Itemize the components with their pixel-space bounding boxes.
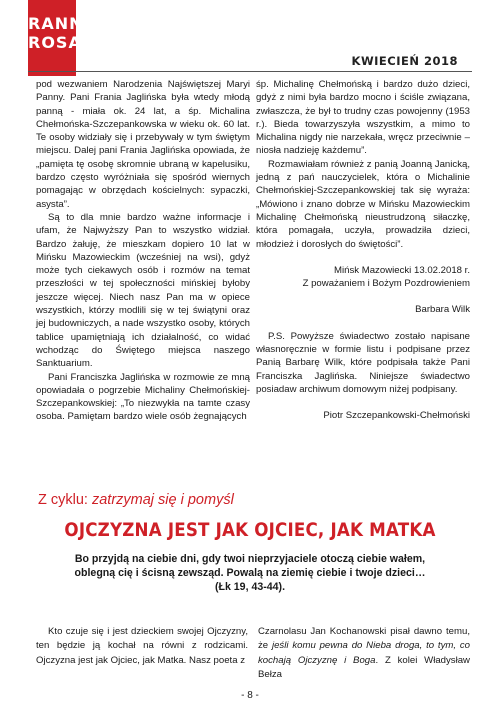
left-paragraph-3: Pani Franciszka Jaglińska w rozmowie ze mną opowiadała o pogrzebie Michaliny Chełmońskiej-Szczepankowskiej: „To niezwykła na tamte czasy osoba. Pamiętam bardzo wiele osób żegnających bbox=[36, 371, 250, 423]
intro-quote: Bo przyjdą na ciebie dni, gdy twoi nieprzyjaciele otoczą ciebie wałem, oblegną cię i ścisną zewsząd. Powalą na ziemię ciebie i twoje dzieci… bbox=[74, 553, 426, 580]
postscript: P.S. Powyższe świadectwo zostało napisane własnoręcznie w formie listu i podpisane przez Panią Barbarę Wilk, które podpisała także Pani Franciszka Jaglińska. Niniejsze świadectwo posiadaw archiwum domowym niżej podpisany. bbox=[256, 330, 470, 395]
logo-line-1: RANNA bbox=[28, 14, 97, 33]
left-column bbox=[36, 78, 250, 424]
article-left-column bbox=[36, 625, 248, 668]
article-headline: OJCZYZNA JEST JAK OJCIEC, JAK MATKA bbox=[64, 519, 436, 541]
author-signature: Piotr Szczepankowski-Chełmoński bbox=[323, 410, 470, 422]
magazine-logo bbox=[28, 0, 97, 76]
article-intro bbox=[70, 552, 430, 595]
intro-reference: (Łk 19, 43-44). bbox=[214, 581, 286, 594]
letter-place-date: Mińsk Mazowiecki 13.02.2018 r. bbox=[334, 264, 470, 276]
letter-greeting: Z poważaniem i Bożym Pozdrowieniem bbox=[302, 278, 470, 290]
logo-line-2: ROSA bbox=[28, 33, 82, 52]
left-paragraph-1: pod wezwaniem Narodzenia Najświętszej Maryi Panny. Pani Frania Jaglińska była wtedy młodą panną - miała ok. 24 lat, a śp. Michalina Chełmońska-Szczepankowska w wieku ok. 60 lat. Te osoby widziały się i przebywały w tym świętym miejscu. Dalej pani Frania Jaglińska opowiada, że „pamięta tę osobę skromnie ubraną w kapelusiku, bardzo często wyróżniała się spośród wiernych pomagając w obrzędach kościelnych: sypaczki, asysta”. bbox=[36, 79, 250, 210]
header-divider bbox=[28, 71, 472, 72]
article-right-text-2: . Z kolei Władysław Bełza bbox=[258, 654, 470, 680]
series-label bbox=[38, 492, 234, 508]
right-paragraph-1: śp. Michalinę Chełmońską i bardzo dużo dzieci, gdyż z nimi była bardzo mocno i ściśle związana, zwłaszcza, że był to trudny czas powojenny (1953 r.). Bieda towarzyszyła wszystkim, a mimo to Michalina nigdy nie narzekała, wręcz przeciwnie – niosła nadzieję każdemu”. bbox=[256, 79, 470, 157]
article-right-column bbox=[258, 625, 470, 682]
article-left-text: Kto czuje się i jest dzieckiem swojej Ojczyzny, ten będzie ją kochał na równi z rodzicami. Ojczyzna jest jak Ojciec, jak Matka. Nasz poeta z bbox=[36, 626, 248, 666]
article-right-quote: jeśli komu pewna do Nieba droga, to tym, co kochają Ojczyznę i Boga bbox=[258, 640, 470, 666]
series-prefix: Z cyklu: bbox=[38, 492, 92, 508]
issue-date: KWIECIEŃ 2018 bbox=[351, 54, 458, 68]
right-column bbox=[256, 78, 470, 423]
letter-signature: Barbara Wilk bbox=[415, 304, 470, 316]
right-paragraph-2: Rozmawiałam również z panią Joanną Janicką, jedną z pań nauczycielek, która o Michalinie Chełmońskiej-Szczepankowskiej tak się wyraża: „Mówiono i znano dobrze w Mińsku Mazowieckim Michalinę Chełmońską nieustrudzoną siłaczkę, która pomagała, uczyła, prowadziła dzieci, młodzież i dorosłych do świętości”. bbox=[256, 158, 470, 250]
page-number: - 8 - bbox=[241, 690, 259, 701]
article-right-text-1: Czarnolasu Jan Kochanowski pisał dawno temu, że bbox=[258, 626, 470, 652]
left-paragraph-2: Są to dla mnie bardzo ważne informacje i ufam, że Najwyższy Pan to wszystko widział. Bardzo żałuję, że mieszkam dopiero 10 lat w Mińsku Mazowieckim (wcześniej na wsi), gdyż może tych ciekawych osób i rozmów na temat przeszłości w tej społeczności mińskiej byłoby jeszcze więcej. Niech nasz Pan ma w opiece wszystkich, którzy modlili się w tej świątyni oraz jej budowniczych, a nade wszystko osoby, których tablice upamiętniają ich działalność, co widać wchodząc do Świętego miejsca naszego Sanktuarium. bbox=[36, 211, 250, 370]
series-title: zatrzymaj się i pomyśl bbox=[91, 492, 234, 508]
